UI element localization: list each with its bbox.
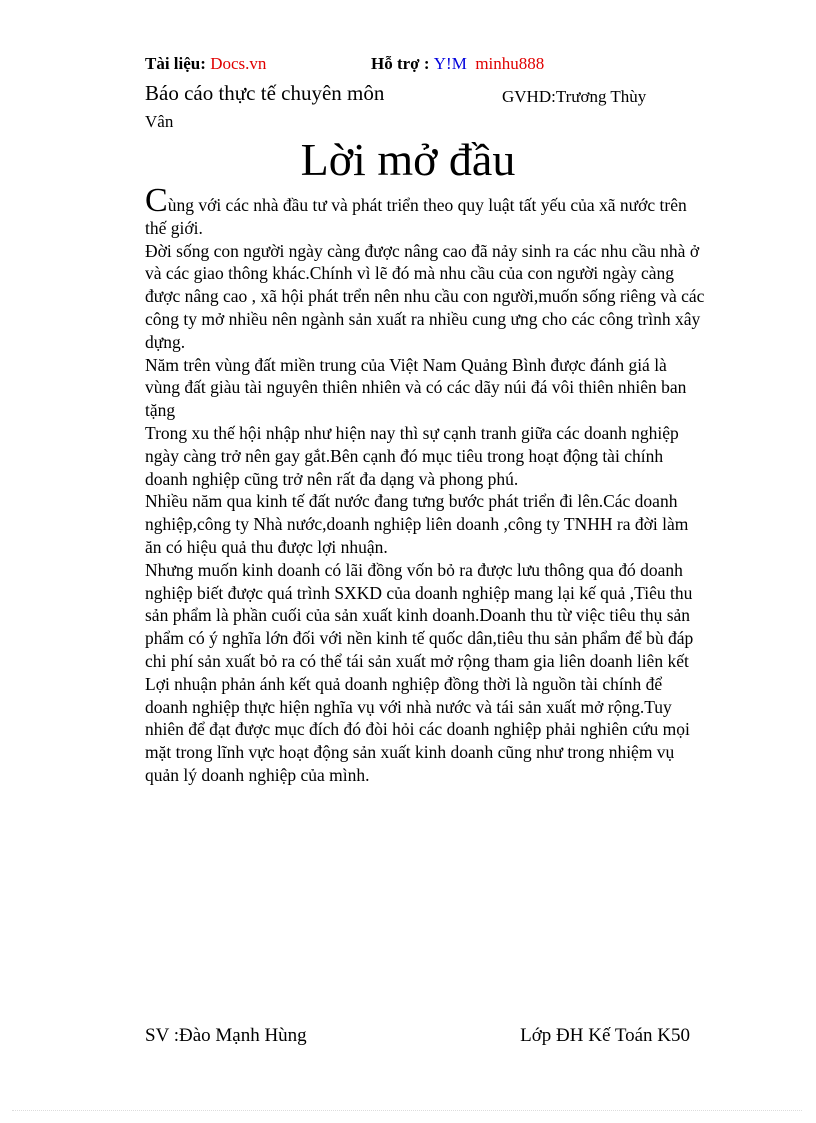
page-title: Lời mở đầu [300, 134, 516, 185]
ym-handle[interactable]: minhu888 [475, 54, 545, 73]
paragraph-text: ùng với các nhà đầu tư và phát triển theo quy luật tất yếu của xã nước trên thế giới. [145, 195, 687, 238]
report-title: Báo cáo thực tế chuyên môn [145, 81, 385, 105]
page-bottom-divider [12, 1110, 802, 1111]
report-header [145, 80, 685, 135]
paragraph: Lợi nhuận phản ánh kết quả doanh nghiệp đồng thời là nguồn tài chính để doanh nghiệp thực hiện nghĩa vụ với nhà nước và tái sản xuất mở rộng.Tuy nhiên để đạt được mục đích đó đòi hỏi các doanh nghiệp phải nghiên cứu mọi mặt trong lĩnh vực hoạt động sản xuất kinh doanh cũng như trong nhiệm vụ quản lý doanh nghiệp của mình. [145, 673, 690, 785]
paragraph: Đời sống con người ngày càng được nâng cao đã nảy sinh ra các nhu cầu nhà ở và các giao thông khác.Chính vì lẽ đó mà nhu cầu của con người ngày càng được nâng cao , xã hội phát trển nên nhu cầu con người,muốn sống riêng và các công ty mở nhiều nên ngành sản xuất ra nhiều cung ưng cho các công trình xây dựng. [145, 240, 705, 352]
paragraph: Trong xu thế hội nhập như hiện nay thì sự cạnh tranh giữa các doanh nghiệp ngày càng trở nên gay gắt.Bên cạnh đó mục tiêu trong hoạt động tài chính doanh nghiệp cũng trở nên rất đa dạng và phong phú. [145, 422, 679, 489]
tai-lieu-label: Tài liệu [145, 54, 201, 73]
ho-tro-label: Hỗ trợ [371, 54, 420, 73]
advisor-name-continued: Vân [145, 112, 174, 131]
advisor-name: GVHD:Trương Thùy [502, 87, 647, 106]
body-text [145, 182, 705, 787]
ym-label: Y!M [433, 54, 467, 73]
page-footer [145, 1025, 690, 1047]
paragraph: Năm trên vùng đất miền trung của Việt Nam Quảng Bình được đánh giá là vùng đất giàu tài nguyên thiên nhiên và có các dãy núi đá vôi thiên nhiên ban tặng [145, 354, 687, 421]
support-info: Hỗ trợ : Y!M minhu888 [371, 54, 545, 73]
class-name: Lớp ĐH Kế Toán K50 [520, 1025, 690, 1046]
drop-cap: C [145, 182, 168, 219]
tai-lieu-link[interactable]: Docs.vn [210, 54, 267, 73]
paragraph: Nhiều năm qua kinh tế đất nước đang tưng bước phát triển đi lên.Các doanh nghiệp,công ty Nhà nước,doanh nghiệp liên doanh ,công ty TNHH ra đời làm ăn có hiệu quả thu được lợi nhuận. [145, 491, 689, 557]
student-name: SV :Đào Mạnh Hùng [145, 1025, 307, 1046]
source-line: Tài liệu: Docs.vn Hỗ trợ : Y!M minhu888 [145, 54, 545, 73]
paragraph [145, 182, 705, 240]
paragraph: Nhưng muốn kinh doanh có lãi đồng vốn bỏ ra được lưu thông qua đó doanh nghiệp biết được quá trình SXKD của doanh nghiệp mang lại kế quả ,Tiêu thu sản phẩm là phần cuối của sản xuất kinh doanh.Doanh thu từ việc tiêu thụ sản phẩm có ý nghĩa lớn đối với nền kinh tế quốc dân,tiêu thu sản phẩm để bù đáp chi phí sản xuất bỏ ra có thể tái sản xuất mở rộng tham gia liên doanh liên kết [145, 559, 694, 671]
